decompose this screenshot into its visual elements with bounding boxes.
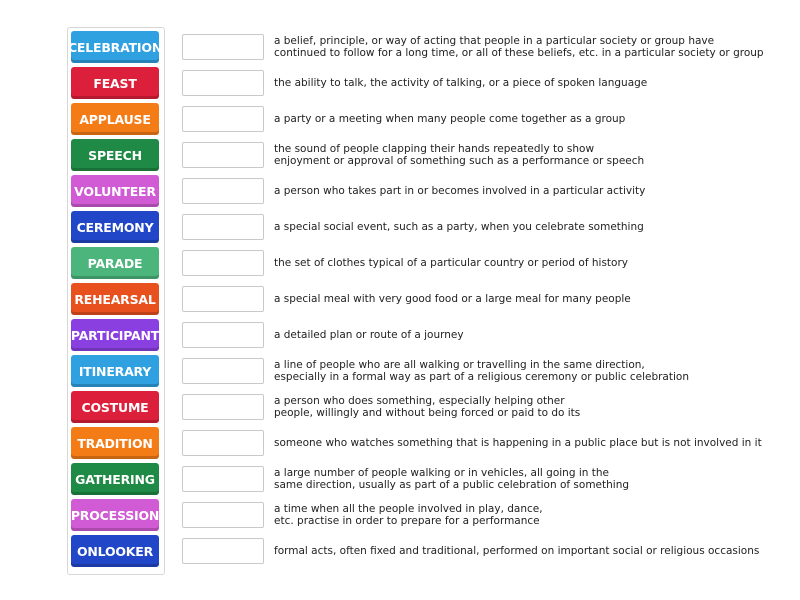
word-tile-itinerary[interactable]: ITINERARY [71, 355, 159, 387]
definition-text [274, 353, 774, 389]
definition-line: people, willingly and without being forced or paid to do its [274, 407, 581, 419]
answer-slot[interactable] [182, 358, 264, 384]
definition-text [274, 173, 774, 209]
definition-line: a special social event, such as a party, when you celebrate something [274, 221, 644, 233]
word-tile-participant[interactable]: PARTICIPANT [71, 319, 159, 351]
answer-slot[interactable] [182, 214, 264, 240]
definition-line: etc. practise in order to prepare for a performance [274, 515, 540, 527]
answer-slot[interactable] [182, 70, 264, 96]
definition-line: a large number of people walking or in vehicles, all going in the [274, 467, 609, 479]
definition-text [274, 533, 774, 569]
definition-line: a party or a meeting when many people come together as a group [274, 113, 626, 125]
word-tile-celebration[interactable]: CELEBRATION [71, 31, 159, 63]
answer-slot[interactable] [182, 430, 264, 456]
definition-line: especially in a formal way as part of a religious ceremony or public celebration [274, 371, 689, 383]
definition-line: same direction, usually as part of a public celebration of something [274, 479, 630, 491]
definition-text [274, 425, 774, 461]
definition-text [274, 281, 774, 317]
word-tile-onlooker[interactable]: ONLOOKER [71, 535, 159, 567]
definition-line: a time when all the people involved in play, dance, [274, 503, 543, 515]
answer-slot[interactable] [182, 502, 264, 528]
answer-slot[interactable] [182, 322, 264, 348]
word-tile-parade[interactable]: PARADE [71, 247, 159, 279]
definition-text [274, 245, 774, 281]
word-tile-tradition[interactable]: TRADITION [71, 427, 159, 459]
definition-line: a line of people who are all walking or travelling in the same direction, [274, 359, 645, 371]
answer-slot[interactable] [182, 34, 264, 60]
word-tile-procession[interactable]: PROCESSION [71, 499, 159, 531]
answer-slot[interactable] [182, 394, 264, 420]
definition-text [274, 389, 774, 425]
word-tile-rehearsal[interactable]: REHEARSAL [71, 283, 159, 315]
word-tile-feast[interactable]: FEAST [71, 67, 159, 99]
definition-line: a belief, principle, or way of acting that people in a particular society or group have [274, 35, 715, 47]
definition-line: someone who watches something that is happening in a public place but is not involved in it [274, 437, 762, 449]
definition-line: continued to follow for a long time, or all of these beliefs, etc. in a particular society or group [274, 47, 764, 59]
definition-line: enjoyment or approval of something such as a performance or speech [274, 155, 645, 167]
definition-text [274, 209, 774, 245]
definition-text [274, 101, 774, 137]
word-tile-volunteer[interactable]: VOLUNTEER [71, 175, 159, 207]
answer-slot[interactable] [182, 142, 264, 168]
definition-line: formal acts, often fixed and traditional, performed on important social or religious occasions [274, 545, 760, 557]
answer-slot[interactable] [182, 466, 264, 492]
answer-slot[interactable] [182, 106, 264, 132]
answer-slot[interactable] [182, 538, 264, 564]
definition-text [274, 497, 774, 533]
definition-line: a special meal with very good food or a large meal for many people [274, 293, 631, 305]
definition-line: the set of clothes typical of a particular country or period of history [274, 257, 628, 269]
answer-slot[interactable] [182, 178, 264, 204]
definition-line: the ability to talk, the activity of talking, or a piece of spoken language [274, 77, 648, 89]
word-tile-applause[interactable]: APPLAUSE [71, 103, 159, 135]
definition-line: a detailed plan or route of a journey [274, 329, 464, 341]
definition-text [274, 137, 774, 173]
word-tile-gathering[interactable]: GATHERING [71, 463, 159, 495]
definition-line: a person who does something, especially helping other [274, 395, 565, 407]
definition-line: the sound of people clapping their hands repeatedly to show [274, 143, 595, 155]
word-tile-costume[interactable]: COSTUME [71, 391, 159, 423]
answer-slot[interactable] [182, 250, 264, 276]
definition-text [274, 29, 774, 65]
definition-text [274, 65, 774, 101]
word-tile-speech[interactable]: SPEECH [71, 139, 159, 171]
answer-slot[interactable] [182, 286, 264, 312]
word-tile-ceremony[interactable]: CEREMONY [71, 211, 159, 243]
definition-text [274, 461, 774, 497]
definition-line: a person who takes part in or becomes involved in a particular activity [274, 185, 646, 197]
definition-text [274, 317, 774, 353]
